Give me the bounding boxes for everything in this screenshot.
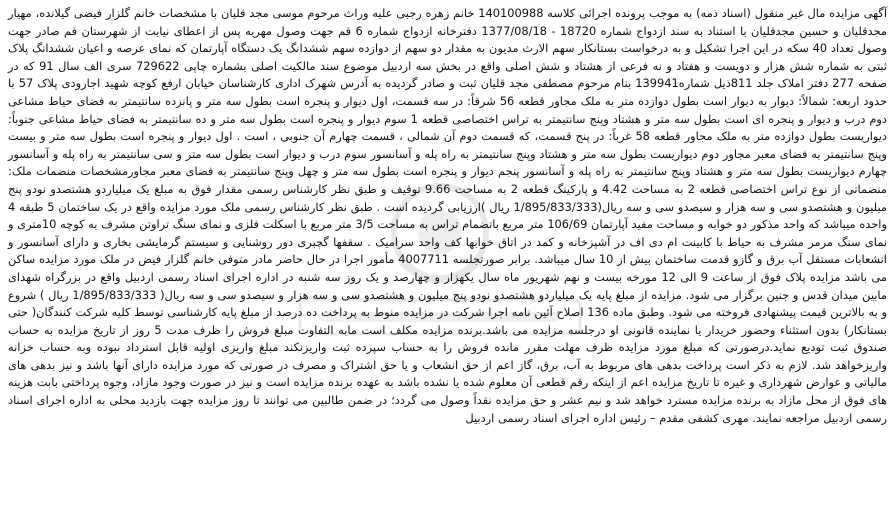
auction-notice-text: آگهی مزایده مال غیر منقول (اسناد ذمه) به موجب پرونده اجرائی کلاسه 140100988 خانم زهره رجبی علیه وراث مرحوم موسی مجد قلیان با مشخصات خانم گلزار فیضی گیلانده، مهیار مجدقلیان و حسین مجدقلیان با استناد به سند ازدواج شماره 18720 - 1377/08/18 دفترخانه ازدواج شماره 6 قم جهت وصول مهریه پس از اعطای نیابت از شهرستان قم صادر جهت وصول تعداد 40 سکه در این اجرا تشکیل و به درخواست بستانکار سهم الارث مدیون به مقدار دو سهم از دوازده سهم ششدانگ یک دستگاه آپارتمان که نمای عرصه و اعیان ششدانگ پلاک ثبتی به شماره شش هزار و دویست و هفتاد و نه فرعی از هشتاد و شش اصلی واقع در بخش سه اردبیل موضوع سند مالکیت اصلی بشماره چاپی 729622 سری الف سال 91 که در صفحه 277 دفتر املاک جلد 811ذیل شماره139941 بنام مرحوم مصطفی مجد قلیان ثبت و صادر گردیده به آدرس شهرک اداری کارشناسان خیابان ارفع کوچه شهید اجارودی پلاک 57 با حدود اربعه: شمالاً: دیوار به دیوار است بطول دوازده متر به ملک مجاور قطعه 56 شرقاً: در سه قسمت، اول دیوار و پنجره است بطول سه متر و پانزده سانتیمتر به فضای حیاط مشاعی دوم درب و دیوار و پنجره ای است بطول سه متر و هشتاد وپنج سانتیمتر به تراس اختصاصی قطعه 1 سوم دیوار و پنجره است بطول سه متر و ده سانتیمتر به فضای حیاط مشاعی جنوباً: دیواریست بطول دوازده متر به ملک مجاور قطعه 58 غرباً: در پنج قسمت، که قسمت دوم آن شمالی ، قسمت چهارم آن جنوبی ، است . اول دیوار و پنجره است بطول سه متر و بیست وپنج سانتیمتر به فضای معبر مجاور دوم دیواریست بطول سه متر و هشتاد وپنج سانتیمتر به راه پله و آسانسور سوم درب و دیوار است بطول سه متر و سی سانتیمتر به راه پله و آسانسور چهارم دیواریست بطول سه متر و هشتاد وپنج سانتیمتر به راه پله و آسانسور پنجم دیوار و پنجره است بطول سه متر و چهل وپنج سانتیمتر به فضای معبر مجاورمشخصات منضمات ملک: منضماتی از نوع تراس اختصاصی قطعه 2 به مساحت 4.42 و پارکینگ قطعه 2 به مساحت 9.66 توقیف و طبق نظر کارشناس رسمی مقدار فوق به مبلغ یک میلیاردو هشتصدو نودو پنج میلیون و هشتصدو سی و سه هزار و سیصدو سی و سه ریال(1/895/833/333 ریال )ارزیابی گردیده است . طبق نظر کارشناس رسمی ملک مورد مزایده واقع در یک ساختمان 5 طبقه 4 واحده میباشد که واحد مذکور دو خوابه و مساحت مفید آپارتمان 106/69 متر مربع باتضمام تراس به مساحت 3/5 متر مربع با اسکلت فلزی و نمای سنگ تراوتن مشرف به کوچه 10متری و نمای سنگ مرمر مشرف به حیاط با کابینت ام دی اف در آشپزخانه و کمد در اتاق خوابها کف واحد سرامیک . سقفها گچبری دور روشنایی و سیستم گرمایشی بخاری و دارای آسانسور و انشعابات مستقل آب برق و گازو قدمت ساختمان بیش از 10 سال میباشد. برابر صورتجلسه 4007711 مأمور اجرا در حال حاضر مادر متوفی خانم گلزار فیض در ملک مورد مزایده ساکن می باشد مزایده پلاک فوق از ساعت 9 الی 12 مورخه بیست و نهم شهریور ماه سال یکهزار و چهارصد و یک روز سه شنبه در اداره اجرای اسناد رسمی اردبیل واقع در بزرگراه شهدای مابین میدان قدس و جنین برگزار می شود. مزایده از مبلغ پایه یک میلیاردو هشتصدو نودو پنج میلیون و هشتصدو سی و سه هزار و سیصدو سی و سه ریال( 1/895/833/333 ریال ) شروع و به بالاترین قیمت پیشنهادی فروخته می شود. وطبق ماده 136 اصلاح آئین نامه اجرا شرکت در مزایده منوط به پرداخت ده درصد از مبلغ پایه کارشناسی توسط کلیه شرکت کنندگان( حتی بستانکار) بدون استثناء وحضور خریدار یا نماینده قانونی او درجلسه مزایده می باشد.برنده مزایده مکلف است مابه التفاوت مبلغ فروش را ظرف مدت 5 روز از تاریخ مزایده به حساب صندوق ثبت تودیع نماید.درصورتی که مبلغ مورد مزایده ظرف مهلت مقرر مانده فروش را به حساب سپرده ثبت واریزنکند مبلغ واریزی اولیه قابل استرداد نبوده وبه حساب خزانه واریزخواهد شد. لازم به ذکر است پرداخت بدهی های مربوط به آب، برق، گاز اعم از حق انشعاب و یا حق اشتراک و مصرف در صورتی که مورد مزایده دارای آنها باشد و نیز بدهی های مالیاتی و عوارض شهرداری و غیره تا تاریخ مزایده اعم از اینکه رقم قطعی آن معلوم شده یا نشده باشد به عهده برنده مزایده است و نیز در صورت وجود مازاد، وجوه پرداختی بابت هزینه های فوق از محل مازاد به برنده مزایده مسترد خواهد شد و نیم عشر و حق مزایده نقداً وصول می گردد؛ در ضمن طالبین می توانند تا روز مزایده جهت بازدید محلی به اداره اجرای اسناد رسمی اردبیل مراجعه نمایند. مهری کشفی مقدم – رئیس اداره اجرای اسناد رسمی اردبیل [8, 6, 888, 425]
